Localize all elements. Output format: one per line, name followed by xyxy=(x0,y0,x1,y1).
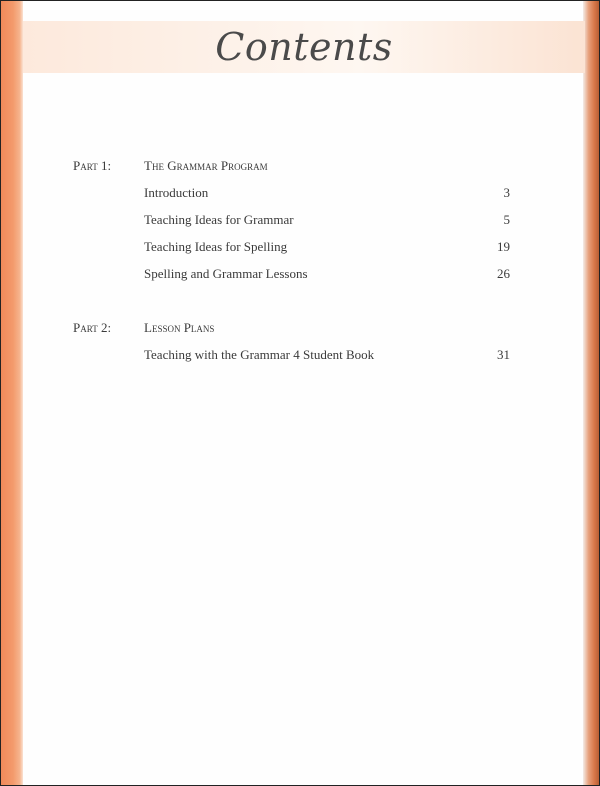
toc-entry-title: Spelling and Grammar Lessons xyxy=(144,266,308,281)
toc-entry[interactable] xyxy=(144,212,510,230)
right-color-edge xyxy=(583,1,599,786)
toc-entry-title: Introduction xyxy=(144,185,209,200)
toc-entry-page: 31 xyxy=(497,347,510,362)
toc-entry[interactable] xyxy=(144,239,510,257)
toc-entry-title: Teaching with the Grammar 4 Student Book xyxy=(144,347,375,362)
toc-entry-page: 19 xyxy=(497,239,510,254)
toc-entry[interactable] xyxy=(144,347,510,365)
toc-entry[interactable] xyxy=(144,266,510,284)
page-title: Contents xyxy=(215,25,393,69)
toc-entry-page: 26 xyxy=(497,266,510,281)
part-1-label: Part 1: xyxy=(73,158,112,173)
toc-entry-page: 3 xyxy=(503,185,510,200)
toc-entry-page: 5 xyxy=(503,212,510,227)
part-2-label: Part 2: xyxy=(73,320,112,335)
toc-entry-title: Teaching Ideas for Spelling xyxy=(144,239,288,254)
toc-entry[interactable] xyxy=(144,185,510,203)
part-1-title: The Grammar Program xyxy=(144,158,268,173)
part-2-title: Lesson Plans xyxy=(144,320,215,335)
toc-entry-title: Teaching Ideas for Grammar xyxy=(144,212,294,227)
left-color-edge xyxy=(1,1,23,786)
